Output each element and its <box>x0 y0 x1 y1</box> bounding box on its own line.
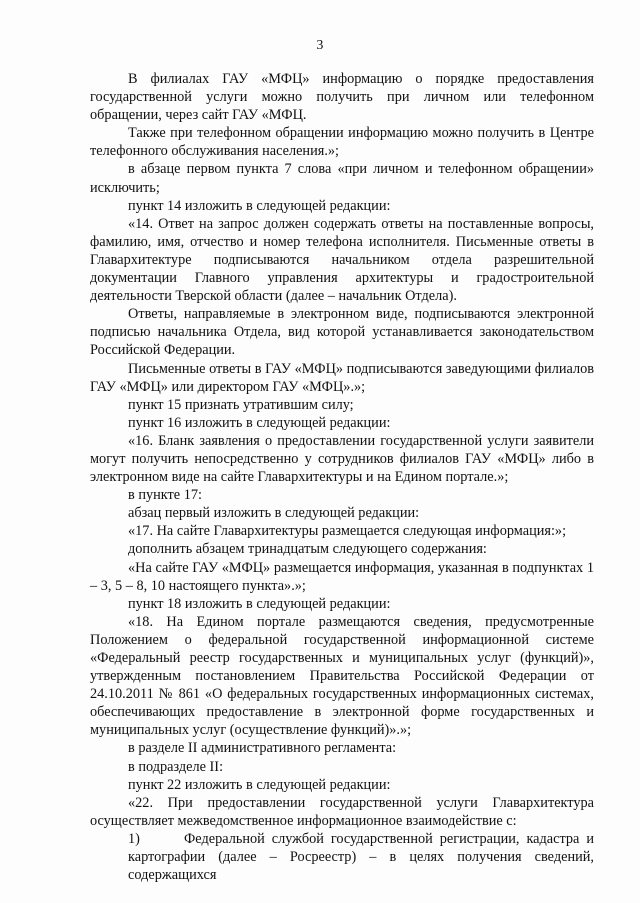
paragraph: пункт 22 изложить в следующей редакции: <box>128 776 391 793</box>
list-item-number: 1) <box>128 830 140 847</box>
paragraph: в разделе II административного регламента: <box>128 740 397 757</box>
page-number: 3 <box>316 38 324 53</box>
paragraph: Ответы, направляемые в электронном виде, подписываются электронной подписью начальника Отдела, вид которой устанавливается законодательством Российской Федерации. <box>90 306 594 359</box>
paragraph: «22. При предоставлении государственной услуги Главархитектура осуществляет межведомственное информационное взаимодействие с: <box>90 794 594 829</box>
paragraph: Также при телефонном обращении информацию можно получить в Центре телефонного обслуживания населения.»; <box>90 125 594 160</box>
paragraph: В филиалах ГАУ «МФЦ» информацию о порядке предоставления государственной услуги можно получить при личном или телефонном обращении, через сайт ГАУ «МФЦ. <box>90 71 594 124</box>
paragraph: «17. На сайте Главархитектуры размещается следующая информация:»; <box>128 523 567 540</box>
paragraph: дополнить абзацем тринадцатым следующего содержания: <box>128 541 487 558</box>
paragraph: пункт 16 изложить в следующей редакции: <box>128 414 391 431</box>
paragraph: «16. Бланк заявления о предоставлении государственной услуги заявители могут получить непосредственно у сотрудников филиалов ГАУ «МФЦ» либо в электронном виде на сайте Главархитектуры и на Едином портале.»; <box>90 432 594 486</box>
paragraph: пункт 14 изложить в следующей редакции: <box>128 197 391 214</box>
paragraph: «14. Ответ на запрос должен содержать ответы на поставленные вопросы, фамилию, имя, отчество и номер телефона исполнителя. Письменные ответы в Главархитектуре подписываются начальником отдела разрешительной документации Главного управления архитектуры и градостроительной деятельности Тверской области (далее – начальник Отдела). <box>90 215 594 305</box>
document-body <box>90 70 594 884</box>
paragraph: в подразделе II: <box>128 758 224 775</box>
paragraph: в пункте 17: <box>128 487 202 504</box>
paragraph: пункт 18 изложить в следующей редакции: <box>128 595 391 612</box>
paragraph: пункт 15 признать утратившим силу; <box>128 396 354 413</box>
paragraph: «18. На Едином портале размещаются сведения, предусмотренные Положением о федеральной государственной информационной системе «Федеральный реестр государственных и муниципальных услуг (функций)», утвержденным постановлением Правительства Российской Федерации от 24.10.2011 № 861 «О федеральных государственных информационных системах, обеспечивающих предоставление в электронной форме государственных и муниципальных услуг (осуществление функций)».»; <box>90 613 594 739</box>
paragraph: абзац первый изложить в следующей редакции: <box>128 505 420 522</box>
list-item-text: Федеральной службой государственной регистрации, кадастра и картографии (далее – Росреестр) – в целях получения сведений, содержащихся <box>128 830 594 884</box>
numbered-list-item <box>90 830 594 884</box>
paragraph: в абзаце первом пункта 7 слова «при личном и телефонном обращении» исключить; <box>90 161 594 196</box>
paragraph: «На сайте ГАУ «МФЦ» размещается информация, указанная в подпунктах 1 – 3, 5 – 8, 10 настоящего пункта».»; <box>90 559 594 594</box>
paragraph: Письменные ответы в ГАУ «МФЦ» подписываются заведующими филиалов ГАУ «МФЦ» или директором ГАУ «МФЦ».»; <box>90 360 594 395</box>
